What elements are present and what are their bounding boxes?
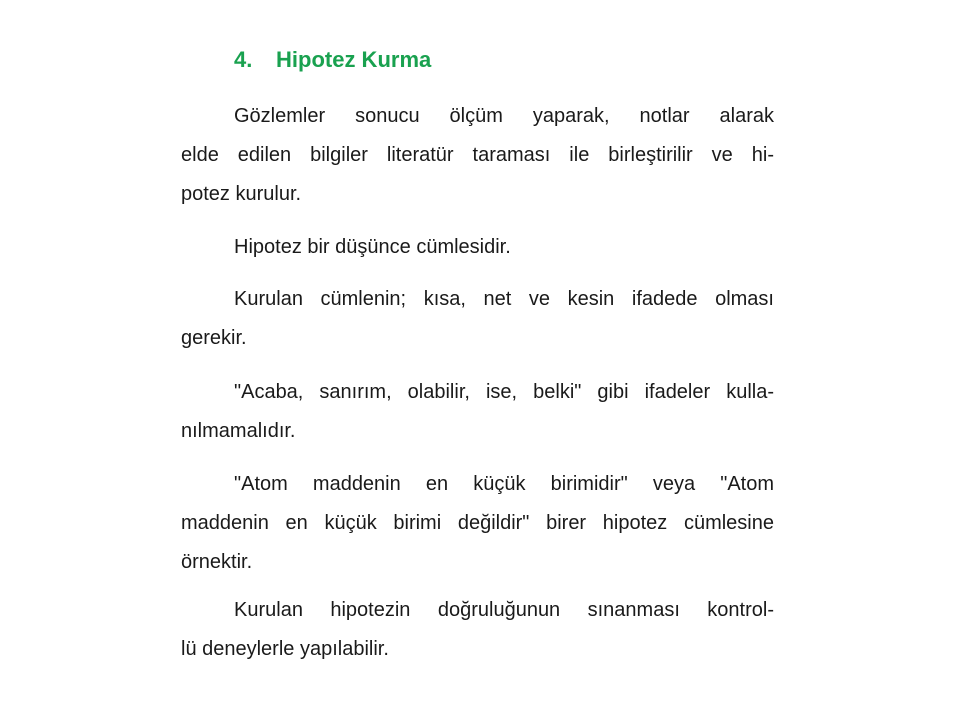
section-heading xyxy=(234,47,431,73)
text-line: elde edilen bilgiler literatür taraması ile birleştirilir ve hi- xyxy=(181,144,774,166)
text-line: Gözlemler sonucu ölçüm yaparak, notlar alarak xyxy=(234,105,774,127)
paragraph-4 xyxy=(181,373,774,451)
paragraph-5 xyxy=(181,465,774,582)
paragraph-2 xyxy=(181,228,774,267)
text-line: gerekir. xyxy=(181,327,247,349)
paragraph-1 xyxy=(181,97,774,214)
text-line: "Atom maddenin en küçük birimidir" veya "Atom xyxy=(234,473,774,495)
text-line: örnektir. xyxy=(181,551,253,573)
text-line: lü deneylerle yapılabilir. xyxy=(181,638,389,660)
text-line: "Acaba, sanırım, olabilir, ise, belki" gibi ifadeler kulla- xyxy=(234,381,774,403)
text-line: potez kurulur. xyxy=(181,183,302,205)
text-line: Hipotez bir düşünce cümlesidir. xyxy=(234,236,511,258)
paragraph-3 xyxy=(181,280,774,358)
section-number: 4. xyxy=(234,47,253,72)
text-line: nılmamalıdır. xyxy=(181,420,296,442)
paragraph-6 xyxy=(181,591,774,669)
section-title: Hipotez Kurma xyxy=(276,47,432,72)
text-line: maddenin en küçük birimi değildir" birer hipotez cümlesine xyxy=(181,512,774,534)
text-line: Kurulan hipotezin doğruluğunun sınanması kontrol- xyxy=(234,599,774,621)
text-line: Kurulan cümlenin; kısa, net ve kesin ifadede olması xyxy=(234,288,774,310)
